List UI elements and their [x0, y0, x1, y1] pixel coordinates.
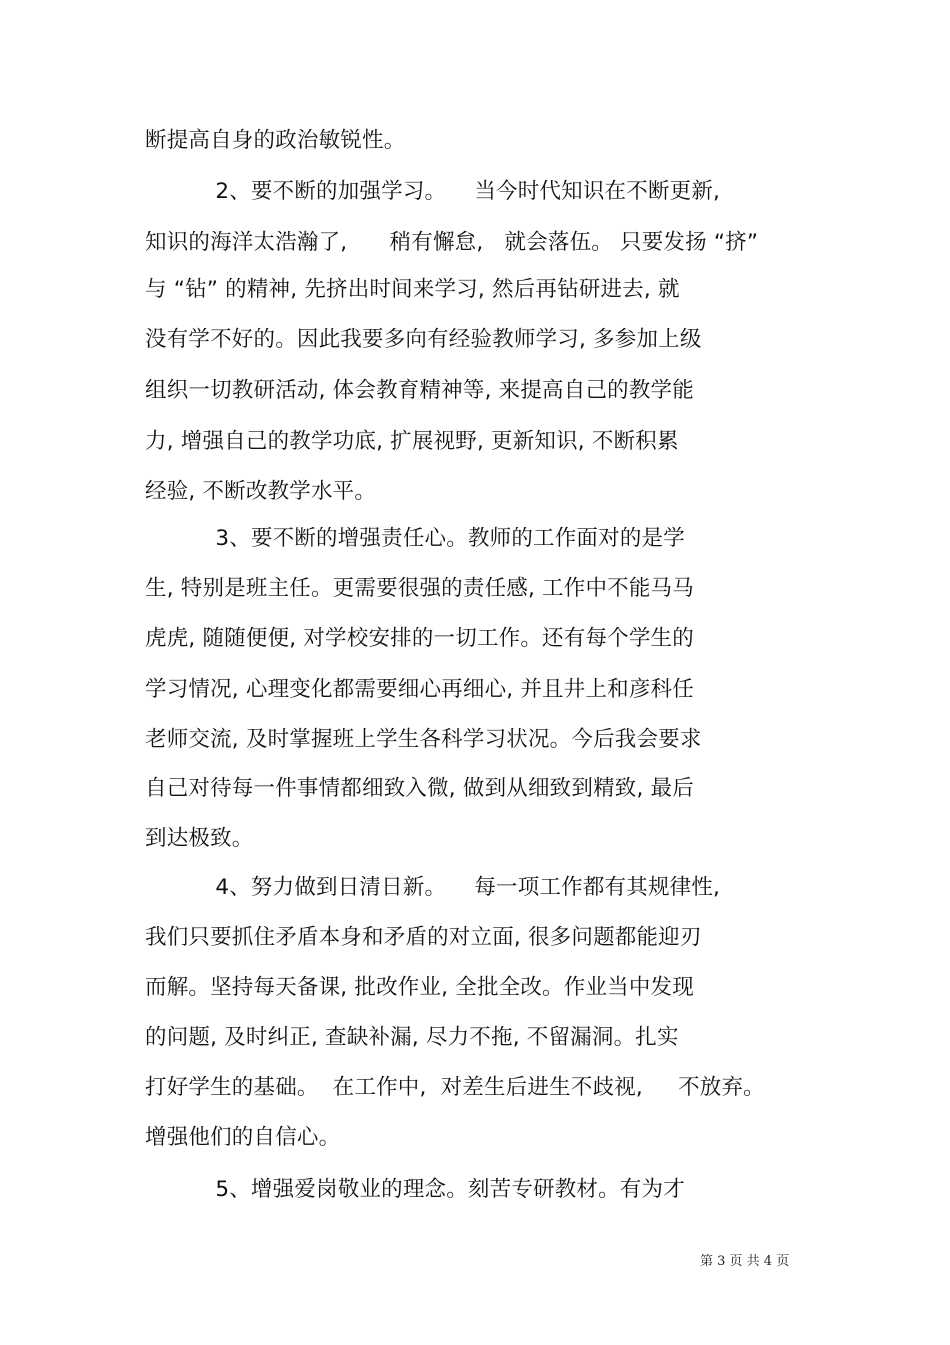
- text-line: 而解。坚持每天备课, 批改作业, 全批全改。作业当中发现: [145, 975, 694, 1000]
- text-line: 4、努力做到日清日新。 每一项工作都有其规律性,: [145, 875, 721, 900]
- text-line: 与 “钻” 的精神, 先挤出时间来学习, 然后再钻研进去, 就: [145, 277, 680, 302]
- text-line: 自己对待每一件事情都细致入微, 做到从细致到精致, 最后: [145, 776, 694, 801]
- text-line: 5、增强爱岗敬业的理念。刻苦专研教材。有为才: [145, 1177, 685, 1202]
- text-line: 组织一切教研活动, 体会教育精神等, 来提高自己的教学能: [145, 378, 694, 403]
- text-line: 断提高自身的政治敏锐性。: [145, 128, 406, 153]
- text-line: 的问题, 及时纠正, 查缺补漏, 尽力不拖, 不留漏洞。扎实: [145, 1025, 679, 1050]
- text-line: 增强他们的自信心。: [145, 1125, 341, 1150]
- text-line: 力, 增强自己的教学功底, 扩展视野, 更新知识, 不断积累: [145, 429, 679, 454]
- text-line: 老师交流, 及时掌握班上学生各科学习状况。今后我会要求: [145, 727, 702, 752]
- page-number-footer: 第 3 页 共 4 页: [700, 1254, 790, 1269]
- text-line: 知识的海洋太浩瀚了, 稍有懈怠, 就会落伍。 只要发扬 “挤”: [145, 230, 759, 255]
- text-line: 虎虎, 随随便便, 对学校安排的一切工作。还有每个学生的: [145, 626, 694, 651]
- text-line: 学习情况, 心理变化都需要细心再细心, 并且井上和彦科任: [145, 677, 694, 702]
- text-line: 我们只要抓住矛盾本身和矛盾的对立面, 很多问题都能迎刃: [145, 925, 702, 950]
- text-line: 没有学不好的。因此我要多向有经验教师学习, 多参加上级: [145, 327, 702, 352]
- text-line: 生, 特别是班主任。更需要很强的责任感, 工作中不能马马: [145, 576, 694, 601]
- text-line: 到达极致。: [145, 826, 254, 851]
- text-line: 2、要不断的加强学习。 当今时代知识在不断更新,: [145, 179, 721, 204]
- text-line: 3、要不断的增强责任心。教师的工作面对的是学: [145, 526, 685, 551]
- text-line: 经验, 不断改教学水平。: [145, 479, 377, 504]
- text-line: 打好学生的基础。 在工作中, 对差生后进生不歧视, 不放弃。: [145, 1075, 765, 1100]
